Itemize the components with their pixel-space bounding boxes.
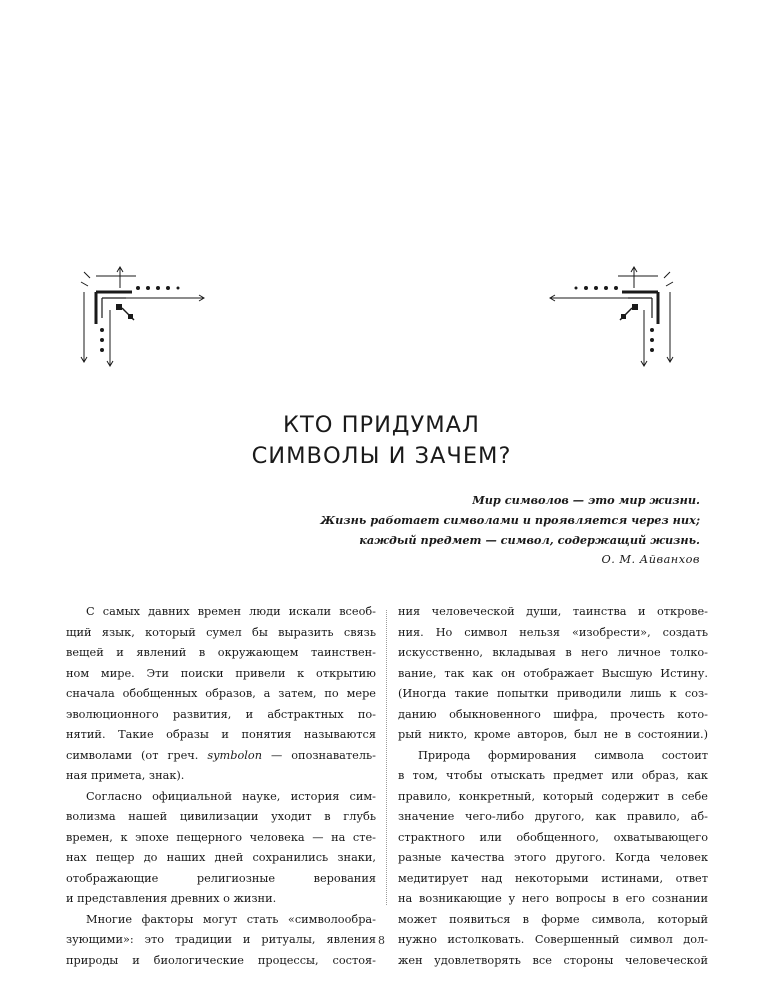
text-line: природы и биологические процессы, состоя-: [66, 953, 376, 967]
text-fragment: символами (от греч.: [66, 748, 208, 762]
text-line: (Иногда такие попытки приводили лишь к соз-: [398, 687, 708, 700]
text-line: искусственно, вкладывая в него личное толко-: [398, 646, 708, 659]
text-line: зующими»: это традиции и ритуалы, явления: [66, 933, 376, 946]
text-line: сначала обобщенных образов, а затем, по мере: [66, 687, 376, 700]
text-line: может появиться в форме символа, который: [398, 912, 708, 926]
corner-ornament-right: [548, 262, 678, 372]
text-line: вание, так как он отображает Высшую Истину.: [398, 666, 708, 680]
text-line: жен удовлетворять все стороны человеческой: [398, 953, 708, 967]
epigraph: [180, 490, 700, 570]
title-line-2: СИМВОЛЫ И ЗАЧЕМ?: [251, 443, 512, 469]
chapter-title: [0, 410, 763, 472]
epigraph-author: О. М. Айванхов: [601, 553, 700, 566]
text-line: нужно истолковать. Совершенный символ дол-: [398, 933, 708, 946]
text-line: нятий. Такие образы и понятия называются: [66, 728, 376, 741]
text-line-with-term: [66, 746, 376, 767]
body-column-left: [66, 602, 376, 971]
text-line: страктного или обобщенного, охватывающего: [398, 830, 708, 844]
greek-term: symbolon: [207, 748, 262, 762]
text-line: ном мире. Эти поиски привели к открытию: [66, 666, 376, 680]
text-line: разные качества этого другого. Когда человек: [398, 851, 708, 864]
text-line: правило, конкретный, который содержит в себе: [398, 789, 708, 803]
text-line: ния. Но символ нельзя «изобрести», создать: [398, 625, 708, 639]
text-line: отображающие религиозные верования: [66, 871, 376, 885]
text-line: вещей и явлений в окружающем таинствен-: [66, 646, 376, 659]
text-line: ния человеческой души, таинства и открове-: [398, 605, 708, 618]
text-line: С самых давних времен люди искали всеоб-: [86, 605, 376, 618]
page-number: 8: [378, 934, 385, 947]
epigraph-line-3: каждый предмет — символ, содержащий жизнь.: [359, 533, 700, 547]
epigraph-line-1: Мир символов — это мир жизни.: [472, 493, 700, 507]
epigraph-line-2: Жизнь работает символами и проявляется через них;: [320, 513, 700, 527]
column-divider: [386, 610, 387, 905]
title-line-1: КТО ПРИДУМАЛ: [283, 412, 480, 438]
text-line: медитирует над некоторыми истинами, ответ: [398, 871, 708, 885]
text-line: Согласно официальной науке, история сим-: [86, 789, 376, 803]
text-line: волизма нашей цивилизации уходит в глубь: [66, 810, 376, 823]
text-line: на возникающие у него вопросы в его сознании: [398, 892, 708, 905]
text-line: данию обыкновенного шифра, прочесть кото-: [398, 707, 708, 721]
text-line: Многие факторы могут стать «символообра-: [86, 912, 376, 926]
text-line: и представления древних о жизни.: [66, 892, 277, 905]
text-line: ная примета, знак).: [66, 769, 185, 782]
text-line: времен, к эпохе пещерного человека — на сте-: [66, 830, 376, 844]
text-line: нах пещер до наших дней сохранились знаки,: [66, 851, 376, 864]
ornament-icon: [548, 262, 678, 372]
ornament-icon: [76, 262, 206, 372]
body-column-right: [398, 602, 708, 971]
text-fragment: — опознаватель-: [261, 748, 376, 762]
corner-ornament-left: [76, 262, 206, 372]
text-line: щий язык, который сумел бы выразить связь: [66, 625, 376, 639]
text-line: рый никто, кроме авторов, был не в состоянии.): [398, 728, 708, 741]
text-line: значение чего-либо другого, как правило, аб-: [398, 810, 708, 823]
text-line: Природа формирования символа состоит: [418, 748, 708, 762]
text-line: эволюционного развития, и абстрактных по-: [66, 707, 376, 721]
text-line: в том, чтобы отыскать предмет или образ, как: [398, 769, 708, 782]
